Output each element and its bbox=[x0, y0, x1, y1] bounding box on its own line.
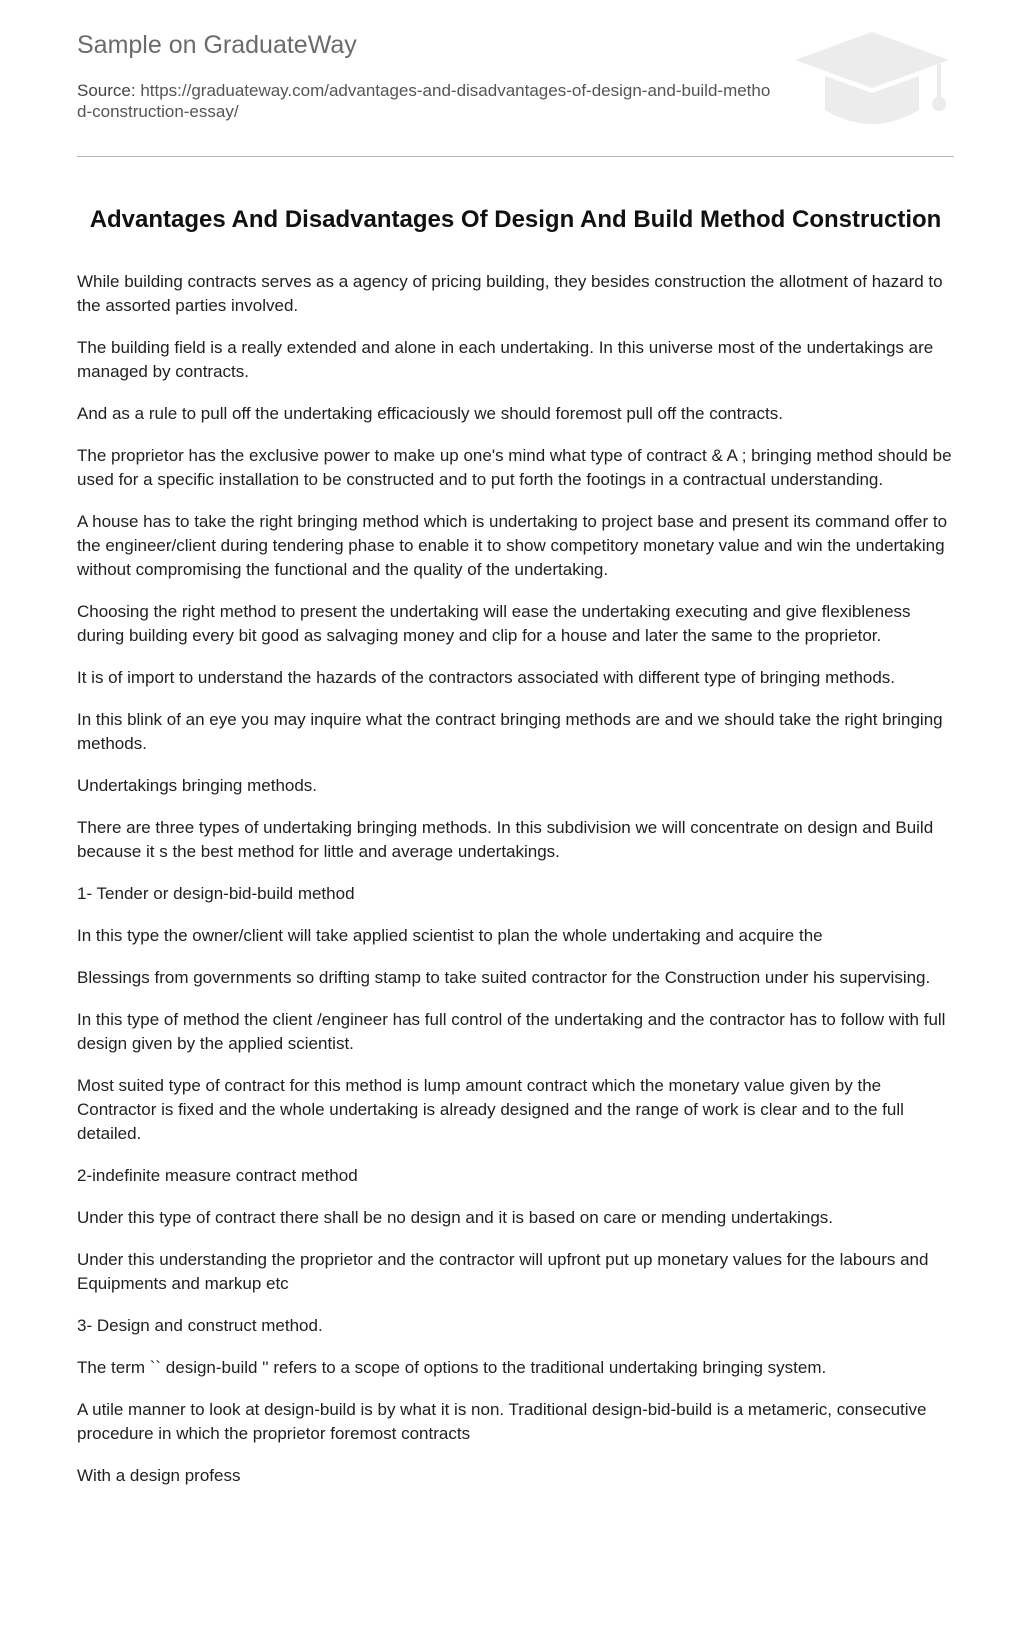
graduation-cap-icon bbox=[787, 30, 957, 135]
paragraph: With a design profess bbox=[77, 1466, 241, 1485]
header-divider bbox=[77, 156, 954, 157]
page-title: Advantages And Disadvantages Of Design And Build Method Construction bbox=[89, 206, 942, 233]
paragraph: Most suited type of contract for this method is lump amount contract which the monetary value given by the Contractor is fixed and the whole undertaking is already designed and the range of work is clear and to the full detailed. bbox=[77, 1076, 904, 1143]
source-label: Source: bbox=[77, 81, 141, 100]
source-link[interactable]: https://graduateway.com/advantages-and-disadvantages-of-design-and-build-method-construction-essay/ bbox=[77, 81, 771, 121]
paragraph: 3- Design and construct method. bbox=[77, 1316, 323, 1335]
paragraph: 2-indefinite measure contract method bbox=[77, 1166, 358, 1185]
paragraph: The building field is a really extended and alone in each undertaking. In this universe most of the undertakings are managed by contracts. bbox=[77, 338, 934, 381]
paragraph: In this blink of an eye you may inquire what the contract bringing methods are and we should take the right bringing methods. bbox=[77, 710, 943, 753]
paragraph: Under this understanding the proprietor and the contractor will upfront put up monetary values for the labours and Equipments and markup etc bbox=[77, 1250, 929, 1293]
page-header bbox=[77, 30, 947, 160]
paragraph: In this type the owner/client will take applied scientist to plan the whole undertaking and acquire the bbox=[77, 926, 823, 945]
paragraph: Under this type of contract there shall be no design and it is based on care or mending undertakings. bbox=[77, 1208, 834, 1227]
paragraph: Undertakings bringing methods. bbox=[77, 776, 318, 795]
paragraph: The proprietor has the exclusive power to make up one's mind what type of contract & A ; bringing method should be used for a specific installation to be constructed and to put forth the footings in a contractual understanding. bbox=[77, 446, 952, 489]
paragraph: In this type of method the client /engineer has full control of the undertaking and the contractor has to follow with full design given by the applied scientist. bbox=[77, 1010, 946, 1053]
paragraph: There are three types of undertaking bringing methods. In this subdivision we will concentrate on design and Build because it s the best method for little and average undertakings. bbox=[77, 818, 934, 861]
paragraph: Choosing the right method to present the undertaking will ease the undertaking executing and give flexibleness during building every bit good as salvaging money and clip for a house and later the same to the proprietor. bbox=[77, 602, 911, 645]
paragraph: The term `` design-build '' refers to a scope of options to the traditional undertaking bringing system. bbox=[77, 1358, 827, 1377]
essay-body bbox=[77, 270, 961, 1506]
brand-name: Sample on GraduateWay bbox=[77, 31, 357, 59]
paragraph: Blessings from governments so drifting stamp to take suited contractor for the Construction under his supervising. bbox=[77, 968, 931, 987]
paragraph: 1- Tender or design-bid-build method bbox=[77, 884, 355, 903]
paragraph: A utile manner to look at design-build is by what it is non. Traditional design-bid-build is a metameric, consecutive procedure in which the proprietor foremost contracts bbox=[77, 1400, 927, 1443]
paragraph: It is of import to understand the hazards of the contractors associated with different type of bringing methods. bbox=[77, 668, 896, 687]
paragraph: While building contracts serves as a agency of pricing building, they besides construction the allotment of hazard to the assorted parties involved. bbox=[77, 272, 943, 315]
paragraph: And as a rule to pull off the undertaking efficaciously we should foremost pull off the contracts. bbox=[77, 404, 783, 423]
paragraph: A house has to take the right bringing method which is undertaking to project base and present its command offer to the engineer/client during tendering phase to enable it to show competitory monetary value and win the undertaking without compromising the functional and the quality of the undertaking. bbox=[77, 512, 948, 579]
source-line bbox=[77, 80, 777, 122]
